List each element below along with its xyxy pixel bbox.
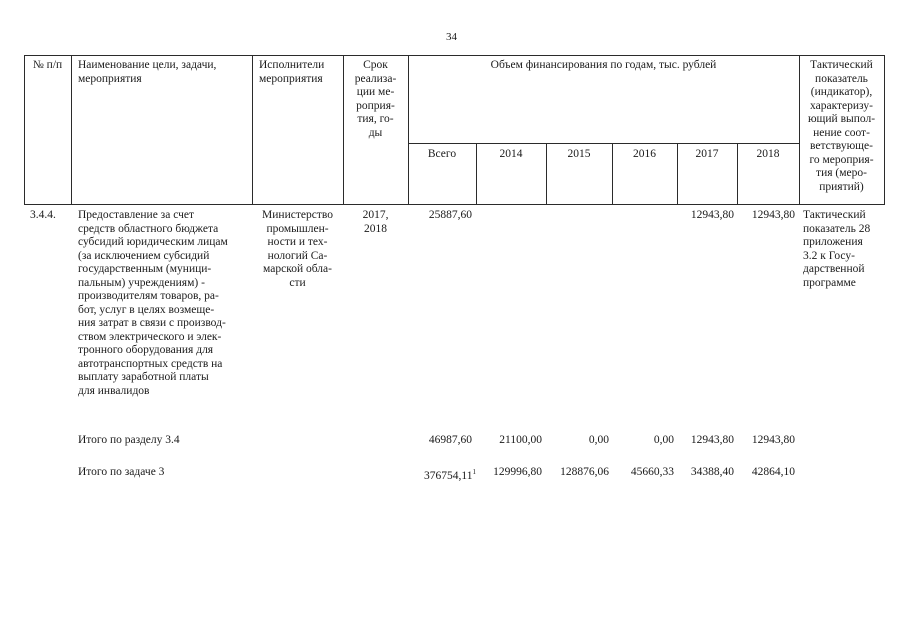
subtotal-2017: 12943,80 [690,434,734,446]
header-indicator: Тактический показатель (индикатор), характеризу- ющий выпол- нение соот- ветствующе- го мероприя- тия (меро- приятий) [807,59,876,193]
header-funding: Объем финансирования по годам, тыс. рублей [490,59,717,71]
task-total-total: 376754,11$^1$ [424,468,476,482]
subtotal-label: Итого по разделу 3.4 [78,434,180,446]
row-total: 25887,60 [428,209,472,221]
task-total-2018: 42864,10 [751,466,795,478]
task-total-2017: 34388,40 [690,466,734,478]
subtotal-2014: 21100,00 [499,434,542,446]
header-executors: Исполнители мероприятия [259,59,325,85]
subtotal-2015: 0,00 [588,434,609,446]
page-number: 34 [446,31,457,43]
row-period: 2017, 2018 [362,209,389,235]
task-total-2014: 129996,80 [493,466,542,478]
row-executor: Министерство промышлен- ности и тех- нологий Са- марской обла- сти [262,209,333,289]
subtotal-total: 46987,60 [428,434,472,446]
header-total: Всего [427,148,457,160]
task-total-2016: 45660,33 [630,466,674,478]
header-name: Наименование цели, задачи, мероприятия [78,59,217,85]
header-period: Срок реализа- ции ме- роприя- тия, го- ды [354,59,397,139]
header-year-2017: 2017 [695,148,719,160]
header-year-2016: 2016 [633,148,656,160]
subtotal-2018: 12943,80 [751,434,795,446]
task-total-2015: 128876,06 [560,466,609,478]
footnote-mark: 1 [472,468,476,476]
header-year-2014: 2014 [499,148,523,160]
subtotal-2016: 0,00 [653,434,674,446]
task-total-label: Итого по задаче 3 [78,466,165,478]
header-num: № п/п [32,59,63,71]
header-year-2015: 2015 [567,148,591,160]
row-2018: 12943,80 [751,209,795,221]
header-year-2018: 2018 [756,148,780,160]
row-name: Предоставление за счет средств областного бюджета субсидий юридическим лицам (за исключением субсидий государственным (муници- пальным) учреждениям) - производителям товаров, ра- бот, услуг в целях возмеще- ния затрат в связи с производ- ством электрического и элек- тронного оборудования для автотранспортных средств на выплату заработной платы для инвалидов [78,209,228,397]
row-indicator: Тактический показатель 28 приложения 3.2 к Госу- дарственной программе [803,209,871,289]
row-num: 3.4.4. [30,209,56,221]
row-2017: 12943,80 [690,209,734,221]
